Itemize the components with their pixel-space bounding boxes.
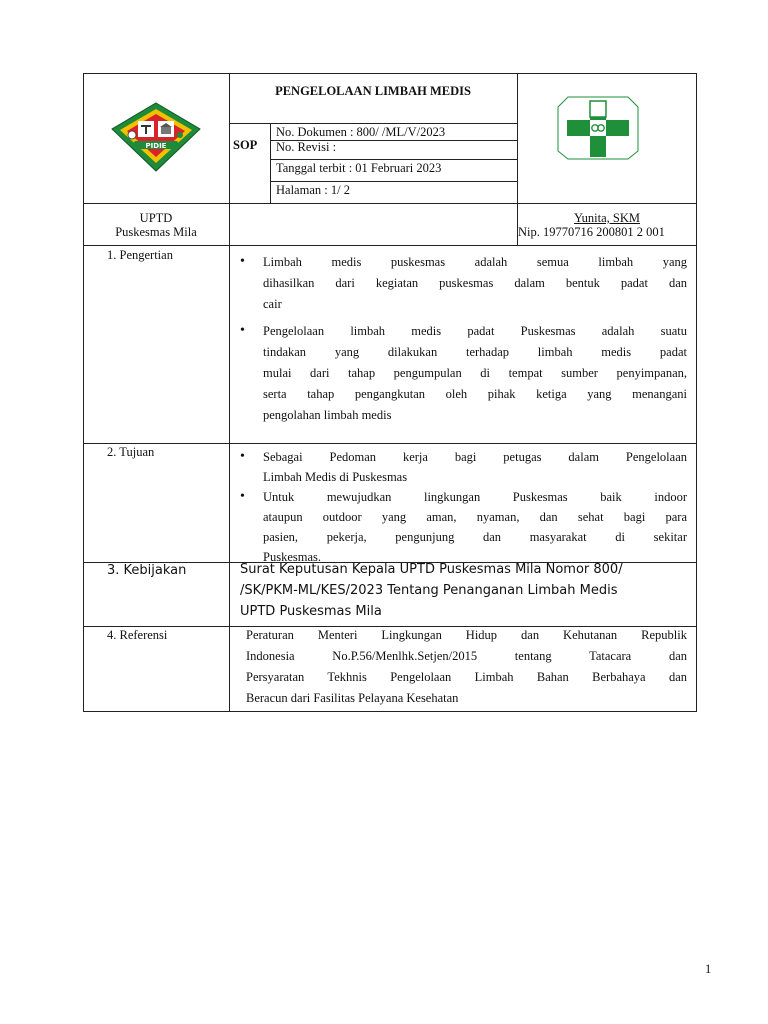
text-line: Beracun dari Fasilitas Pelayana Kesehatan <box>246 691 459 705</box>
tanggal-terbit: Tanggal terbit : 01 Februari 2023 <box>276 161 442 175</box>
tujuan-bullet-2 <box>263 487 687 567</box>
section-label-tujuan: 2. Tujuan <box>107 445 155 459</box>
text-line: Puskesmas. <box>263 550 321 564</box>
text-line: Pengelolaan limbah medis padat Puskesmas adalah suatu <box>263 324 687 338</box>
header-divider-left <box>229 73 230 712</box>
text-line: Sebagai Pedoman kerja bagi petugas dalam Pengelolaan <box>263 450 687 464</box>
text-line: Indonesia No.P.56/Menlhk.Setjen/2015 tentang Tatacara dan <box>246 649 687 663</box>
text-line: tindakan yang dilakukan terhadap limbah medis padat <box>263 345 687 359</box>
section-label-referensi: 4. Referensi <box>107 628 168 642</box>
signer-nip: Nip. 19770716 200801 2 001 <box>518 225 665 239</box>
text-line: Limbah Medis di Puskesmas <box>263 470 408 484</box>
header-bottom-line <box>83 203 697 204</box>
text-line: Limbah medis puskesmas adalah semua limbah yang <box>263 255 687 269</box>
text-line: UPTD Puskesmas Mila <box>240 604 382 619</box>
kebijakan-text <box>240 559 690 622</box>
title-bottom-line <box>229 123 517 124</box>
text-line: mulai dari tahap pengumpulan di tempat sumber penyimpanan, <box>263 366 687 380</box>
text-line: pengolahan limbah medis <box>263 408 392 422</box>
referensi-text <box>246 625 687 709</box>
text-line: /SK/PKM-ML/KES/2023 Tentang Penanganan Limbah Medis <box>240 583 618 598</box>
page-number: 1 <box>705 962 712 976</box>
halaman: Halaman : 1/ 2 <box>276 183 350 197</box>
text-line: dihasilkan dari kegiatan puskesmas dalam bentuk padat dan <box>263 276 687 290</box>
row-line-tanggal <box>270 181 517 182</box>
text-line: cair <box>263 297 282 311</box>
pengertian-bottom-line <box>83 443 697 444</box>
text-line: Untuk mewujudkan lingkungan Puskesmas baik indoor <box>263 490 687 504</box>
text-line: Peraturan Menteri Lingkungan Hidup dan Kehutanan Republik <box>246 628 687 642</box>
document-title: PENGELOLAAN LIMBAH MEDIS <box>275 84 471 98</box>
sop-label-divider <box>270 123 271 203</box>
pengertian-bullet-1 <box>263 252 687 315</box>
section-label-kebijakan: 3. Kebijakan <box>107 563 187 578</box>
bullet-point: • <box>240 489 245 504</box>
text-line: serta tahap pengangkutan oleh pihak ketiga yang menangani <box>263 387 687 401</box>
text-line: Persyaratan Tekhnis Pengelolaan Limbah Bahan Berbahaya dan <box>246 670 687 684</box>
text-line: pasien, pekerja, pengunjung dan masyarakat di sekitar <box>263 530 687 544</box>
bullet-point: • <box>240 323 245 338</box>
org-name-line1: UPTD <box>139 211 173 225</box>
no-revisi: No. Revisi : <box>276 140 337 154</box>
bullet-point: • <box>240 254 245 269</box>
text-line: ataupun outdoor yang aman, nyaman, dan sehat bagi para <box>263 510 687 524</box>
section-label-pengertian: 1. Pengertian <box>107 248 173 262</box>
signer-name: Yunita, SKM <box>574 211 640 225</box>
puskesmas-cross-icon <box>556 95 640 161</box>
emblem-label: PIDIE <box>145 142 167 150</box>
no-dokumen: No. Dokumen : 800/ /ML/V/2023 <box>276 125 446 139</box>
org-row-bottom-line <box>83 245 697 246</box>
text-line: Surat Keputusan Kepala UPTD Puskesmas Mila Nomor 800/ <box>240 562 623 577</box>
tujuan-bullet-1 <box>263 447 687 487</box>
bullet-point: • <box>240 449 245 464</box>
pidie-emblem-icon <box>110 101 202 173</box>
org-name-line2: Puskesmas Mila <box>115 225 197 239</box>
pengertian-bullet-2 <box>263 321 687 426</box>
sop-label: SOP <box>233 138 258 152</box>
row-line-revisi <box>270 159 517 160</box>
